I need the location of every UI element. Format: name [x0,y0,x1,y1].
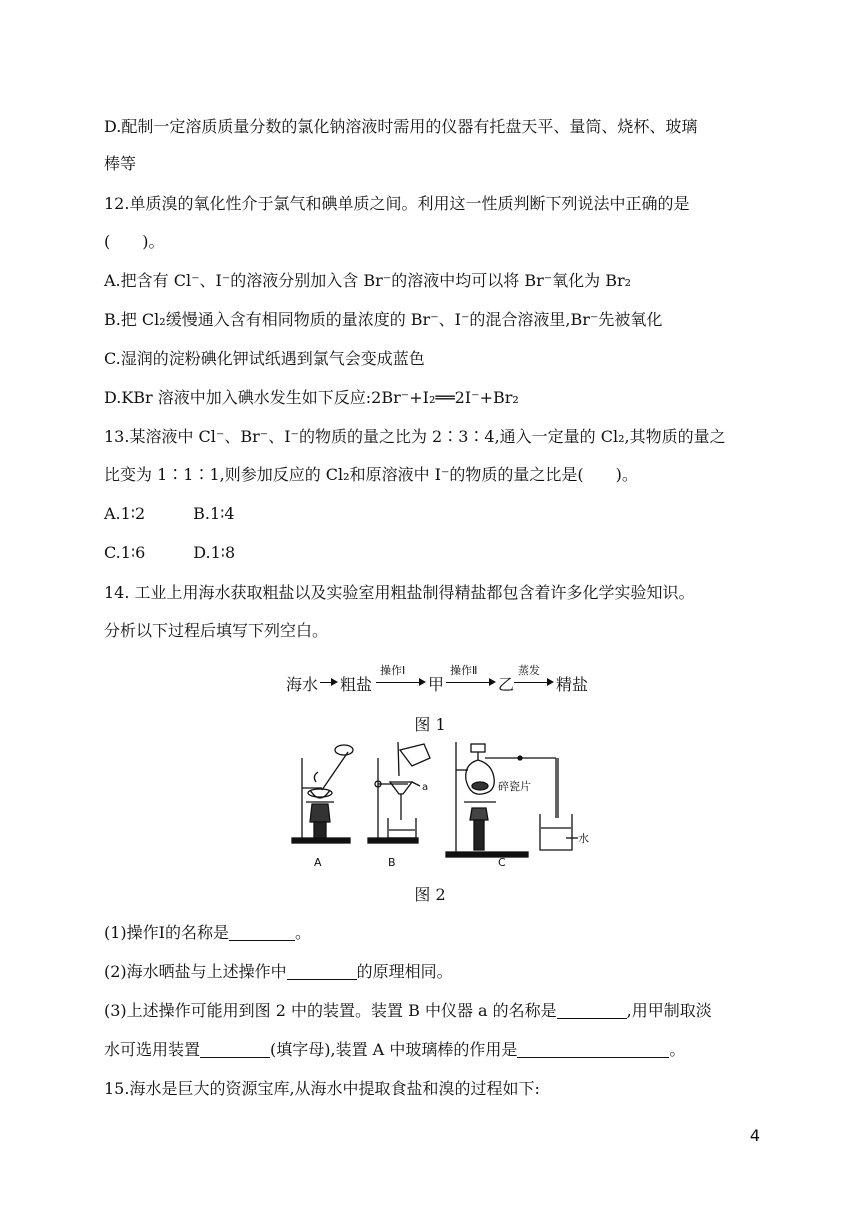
flow-arrow-4 [514,682,548,683]
q14-part3-text3: 水可选用装置 [104,1040,201,1059]
q14-part3-text4: (填字母),装置 A 中玻璃棒的作用是 [270,1040,518,1059]
q14-stem-line1: 14. 工业上用海水获取粗盐以及实验室用粗盐制得精盐都包含着许多化学实验知识。 [104,583,695,602]
flow-label-op2: 操作Ⅱ [450,664,478,677]
apparatus-label-small-a: a [422,782,429,793]
flow-arrowhead-3 [489,678,496,686]
q12-option-b: B.把 Cl₂缓慢通入含有相同物质的量浓度的 Br⁻、I⁻的混合溶液里,Br⁻先被氧化 [104,310,663,329]
q14-part3-blank-a[interactable] [557,1002,627,1019]
figure1-caption: 图 1 [414,715,446,734]
q14-part1-blank[interactable] [229,924,295,941]
figure1-flowchart [286,662,589,696]
q13-stem-line1: 13.某溶液中 Cl⁻、Br⁻、I⁻的物质的量之比为 2∶3∶4,通入一定量的 Cl₂,其物质的量之 [104,427,726,446]
q14-part3-text1: (3)上述操作可能用到图 2 中的装置。装置 B 中仪器 a 的名称是 [104,1001,557,1020]
q14-part3-line1 [104,1000,712,1022]
q11-option-d-line2: 棒等 [104,154,137,173]
q14-part2-blank[interactable] [287,963,357,980]
q12-option-d: D.KBr 溶液中加入碘水发生如下反应:2Br⁻+I₂══2I⁻+Br₂ [104,388,519,407]
flow-step-crude-salt: 粗盐 [340,675,373,694]
q12-stem-line2: ( )。 [104,232,165,251]
flow-label-evaporate: 蒸发 [518,664,540,677]
q13-options-ab: A.1∶2 B.1∶4 [104,504,235,523]
q14-part1-end: 。 [295,923,312,942]
apparatus-label-b: B [388,856,396,869]
q14-part2 [104,961,453,983]
flow-arrow-2 [376,682,420,683]
q13-stem-line2: 比变为 1∶1∶1,则参加反应的 Cl₂和原溶液中 I⁻的物质的量之比是( )。 [104,465,638,484]
q14-part3-text2: ,用甲制取淡 [626,1001,712,1020]
apparatus-a-evaporation [292,745,353,843]
flow-label-op1: 操作Ⅰ [380,664,406,677]
flow-step-jia: 甲 [428,675,445,694]
flow-step-seawater: 海水 [286,675,319,694]
flow-arrowhead-1 [331,678,338,686]
q14-part3-line2 [104,1039,685,1061]
apparatus-label-c: C [498,856,506,869]
flow-step-yi: 乙 [498,675,515,694]
apparatus-label-shards: 碎瓷片 [498,780,531,793]
figure2-apparatus [286,738,589,870]
apparatus-c-distillation [446,742,578,857]
q11-option-d-line1: D.配制一定溶质质量分数的氯化钠溶液时需用的仪器有托盘天平、量筒、烧杯、玻璃 [104,117,698,136]
q12-option-c: C.湿润的淀粉碘化钾试纸遇到氯气会变成蓝色 [104,349,425,368]
q14-stem-line2: 分析以下过程后填写下列空白。 [104,621,329,640]
apparatus-label-a: A [314,856,322,869]
q14-part3-end: 。 [669,1040,686,1059]
q12-stem-line1: 12.单质溴的氧化性介于氯气和碘单质之间。利用这一性质判断下列说法中正确的是 [104,194,690,213]
q14-part1 [104,922,311,944]
q14-part1-text: (1)操作Ⅰ的名称是 [104,923,229,942]
page-number: 4 [749,1126,760,1145]
q12-option-a: A.把含有 Cl⁻、I⁻的溶液分别加入含 Br⁻的溶液中均可以将 Br⁻氧化为 Br₂ [104,271,632,290]
q14-part3-blank-b[interactable] [200,1041,270,1058]
q15-stem: 15.海水是巨大的资源宝库,从海水中提取食盐和溴的过程如下: [104,1079,540,1098]
flow-step-refined-salt: 精盐 [556,675,589,694]
q13-options-cd: C.1∶6 D.1∶8 [104,543,236,562]
apparatus-label-water: 水 [578,832,589,845]
q14-part2-end: 的原理相同。 [356,962,453,981]
q14-part3-blank-c[interactable] [517,1041,669,1058]
flow-arrow-3 [446,682,490,683]
flow-arrowhead-2 [419,678,426,686]
q14-part2-text: (2)海水晒盐与上述操作中 [104,962,287,981]
apparatus-b-filtration [368,742,430,843]
figure2-caption: 图 2 [414,885,446,904]
flow-arrowhead-4 [547,678,554,686]
